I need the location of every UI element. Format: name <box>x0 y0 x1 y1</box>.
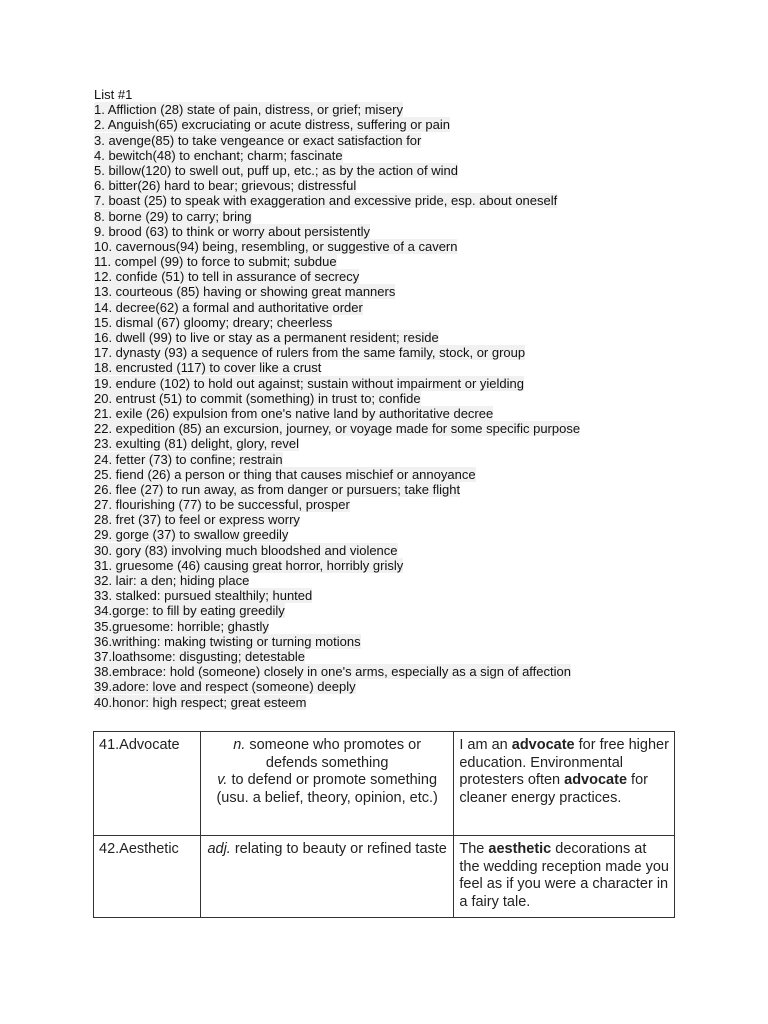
list-item <box>94 512 734 527</box>
example-keyword: advocate <box>564 772 628 788</box>
list-item-text: 24. fetter (73) to confine; restrain <box>94 451 283 467</box>
part-of-speech: adj. <box>207 841 231 857</box>
list-item-text: 23. exulting (81) delight, glory, revel <box>94 436 299 452</box>
word-cell: 42.Aesthetic <box>94 836 201 918</box>
list-item-text: 34.gorge: to fill by eating greedily <box>94 603 285 619</box>
list-item-text: 36.writhing: making twisting or turning motions <box>94 633 361 649</box>
list-item-text: 30. gory (83) involving much bloodshed and violence <box>94 542 398 558</box>
list-item-text: 22. expedition (85) an excursion, journey, or voyage made for some specific purpose <box>94 421 581 437</box>
list-item-text: 15. dismal (67) gloomy; dreary; cheerless <box>94 314 333 330</box>
list-item-text: 29. gorge (37) to swallow greedily <box>94 527 289 543</box>
list-item-text: 3. avenge(85) to take vengeance or exact satisfaction for <box>94 132 422 148</box>
list-item <box>94 224 734 239</box>
list-items <box>94 102 734 710</box>
list-item <box>94 482 734 497</box>
list-item-text: 12. confide (51) to tell in assurance of secrecy <box>94 269 360 285</box>
list-item <box>94 588 734 603</box>
word-cell: 41.Advocate <box>94 732 201 836</box>
list-item <box>94 452 734 467</box>
list-item <box>94 209 734 224</box>
list-item <box>94 102 734 117</box>
list-item <box>94 284 734 299</box>
list-item <box>94 376 734 391</box>
definition-text: someone who promotes or defends something <box>245 737 422 771</box>
list-item <box>94 178 734 193</box>
list-item-text: 19. endure (102) to hold out against; sustain without impairment or yielding <box>94 375 524 391</box>
example-cell <box>454 836 675 918</box>
list-item-text: 26. flee (27) to run away, as from danger or pursuers; take flight <box>94 481 461 497</box>
list-item-text: 11. compel (99) to force to submit; subdue <box>94 254 337 270</box>
list-item <box>94 269 734 284</box>
list-item-text: 28. fret (37) to feel or express worry <box>94 512 300 528</box>
part-of-speech: n. <box>233 737 246 753</box>
list-item-text: 20. entrust (51) to commit (something) in trust to; confide <box>94 390 421 406</box>
table-row <box>94 836 675 918</box>
list-item-text: 10. cavernous(94) being, resembling, or suggestive of a cavern <box>94 238 458 254</box>
list-title: List #1 <box>94 87 133 102</box>
list-item-text: 8. borne (29) to carry; bring <box>94 208 252 224</box>
list-item-text: 38.embrace: hold (someone) closely in one's arms, especially as a sign of affection <box>94 664 571 680</box>
list-item-text: 40.honor: high respect; great esteem <box>94 694 307 710</box>
list-item <box>94 330 734 345</box>
list-item <box>94 315 734 330</box>
list-item <box>94 117 734 132</box>
example-cell <box>454 732 675 836</box>
list-item-text: 18. encrusted (117) to cover like a crust <box>94 360 322 376</box>
list-item <box>94 543 734 558</box>
list-item-text: 25. fiend (26) a person or thing that causes mischief or annoyance <box>94 466 476 482</box>
list-item <box>94 193 734 208</box>
list-item-text: 6. bitter(26) hard to bear; grievous; distressful <box>94 178 357 194</box>
list-item-text: 32. lair: a den; hiding place <box>94 573 250 588</box>
definition-text: to defend or promote something (usu. a belief, theory, opinion, etc.) <box>216 772 438 806</box>
list-item <box>94 360 734 375</box>
list-item-text: 14. decree(62) a formal and authoritative order <box>94 299 363 315</box>
list-item <box>94 679 734 694</box>
vocabulary-table <box>93 731 675 918</box>
list-item <box>94 497 734 512</box>
list-item-text: 7. boast (25) to speak with exaggeration and excessive pride, esp. about oneself <box>94 193 558 209</box>
list-item <box>94 558 734 573</box>
list-item-text: 37.loathsome: disgusting; detestable <box>94 648 306 664</box>
list-item <box>94 421 734 436</box>
example-text: I am an <box>459 737 512 753</box>
example-keyword: advocate <box>511 737 575 753</box>
list-item <box>94 695 734 710</box>
list-item <box>94 163 734 178</box>
list-item <box>94 436 734 451</box>
definition-cell <box>200 732 453 836</box>
list-item <box>94 254 734 269</box>
definition-text: relating to beauty or refined taste <box>230 841 447 857</box>
list-item <box>94 573 734 588</box>
list-item <box>94 619 734 634</box>
list-item <box>94 634 734 649</box>
example-text: The <box>459 841 489 857</box>
example-text: for free higher education. Environmental protesters often <box>459 737 669 788</box>
list-item-text: 16. dwell (99) to live or stay as a permanent resident; reside <box>94 330 439 345</box>
list-item-text: 21. exile (26) expulsion from one's native land by authoritative decree <box>94 405 494 421</box>
list-item <box>94 406 734 421</box>
list-item <box>94 133 734 148</box>
example-text: decorations at the wedding reception made you feel as if you were a character in a fairy tale. <box>459 841 669 910</box>
list-item <box>94 649 734 664</box>
example-keyword: aesthetic <box>488 841 552 857</box>
list-item <box>94 527 734 542</box>
list-item-text: 4. bewitch(48) to enchant; charm; fascinate <box>94 147 343 163</box>
vocabulary-list <box>94 87 734 710</box>
part-of-speech: v. <box>217 772 228 788</box>
list-item-text: 13. courteous (85) having or showing great manners <box>94 284 396 300</box>
list-item-text: 39.adore: love and respect (someone) deeply <box>94 679 356 695</box>
list-item <box>94 467 734 482</box>
list-item-text: 9. brood (63) to think or worry about persistently <box>94 223 371 239</box>
list-item-text: 33. stalked: pursued stealthily; hunted <box>94 588 313 604</box>
list-item-text: 31. gruesome (46) causing great horror, horribly grisly <box>94 557 404 573</box>
list-item <box>94 664 734 679</box>
example-text: for cleaner energy practices. <box>459 772 648 806</box>
list-item <box>94 345 734 360</box>
definition-cell <box>200 836 453 918</box>
list-item <box>94 239 734 254</box>
list-item <box>94 391 734 406</box>
list-item <box>94 148 734 163</box>
list-item-text: 17. dynasty (93) a sequence of rulers from the same family, stock, or group <box>94 345 526 361</box>
list-item <box>94 300 734 315</box>
list-item-text: 27. flourishing (77) to be successful, prosper <box>94 497 350 513</box>
list-item-text: 35.gruesome: horrible; ghastly <box>94 618 269 634</box>
list-item-text: 1. Affliction (28) state of pain, distress, or grief; misery <box>94 102 403 118</box>
list-item <box>94 603 734 618</box>
table-row <box>94 732 675 836</box>
list-item-text: 5. billow(120) to swell out, puff up, etc.; as by the action of wind <box>94 162 458 178</box>
list-item-text: 2. Anguish(65) excruciating or acute distress, suffering or pain <box>94 117 451 133</box>
